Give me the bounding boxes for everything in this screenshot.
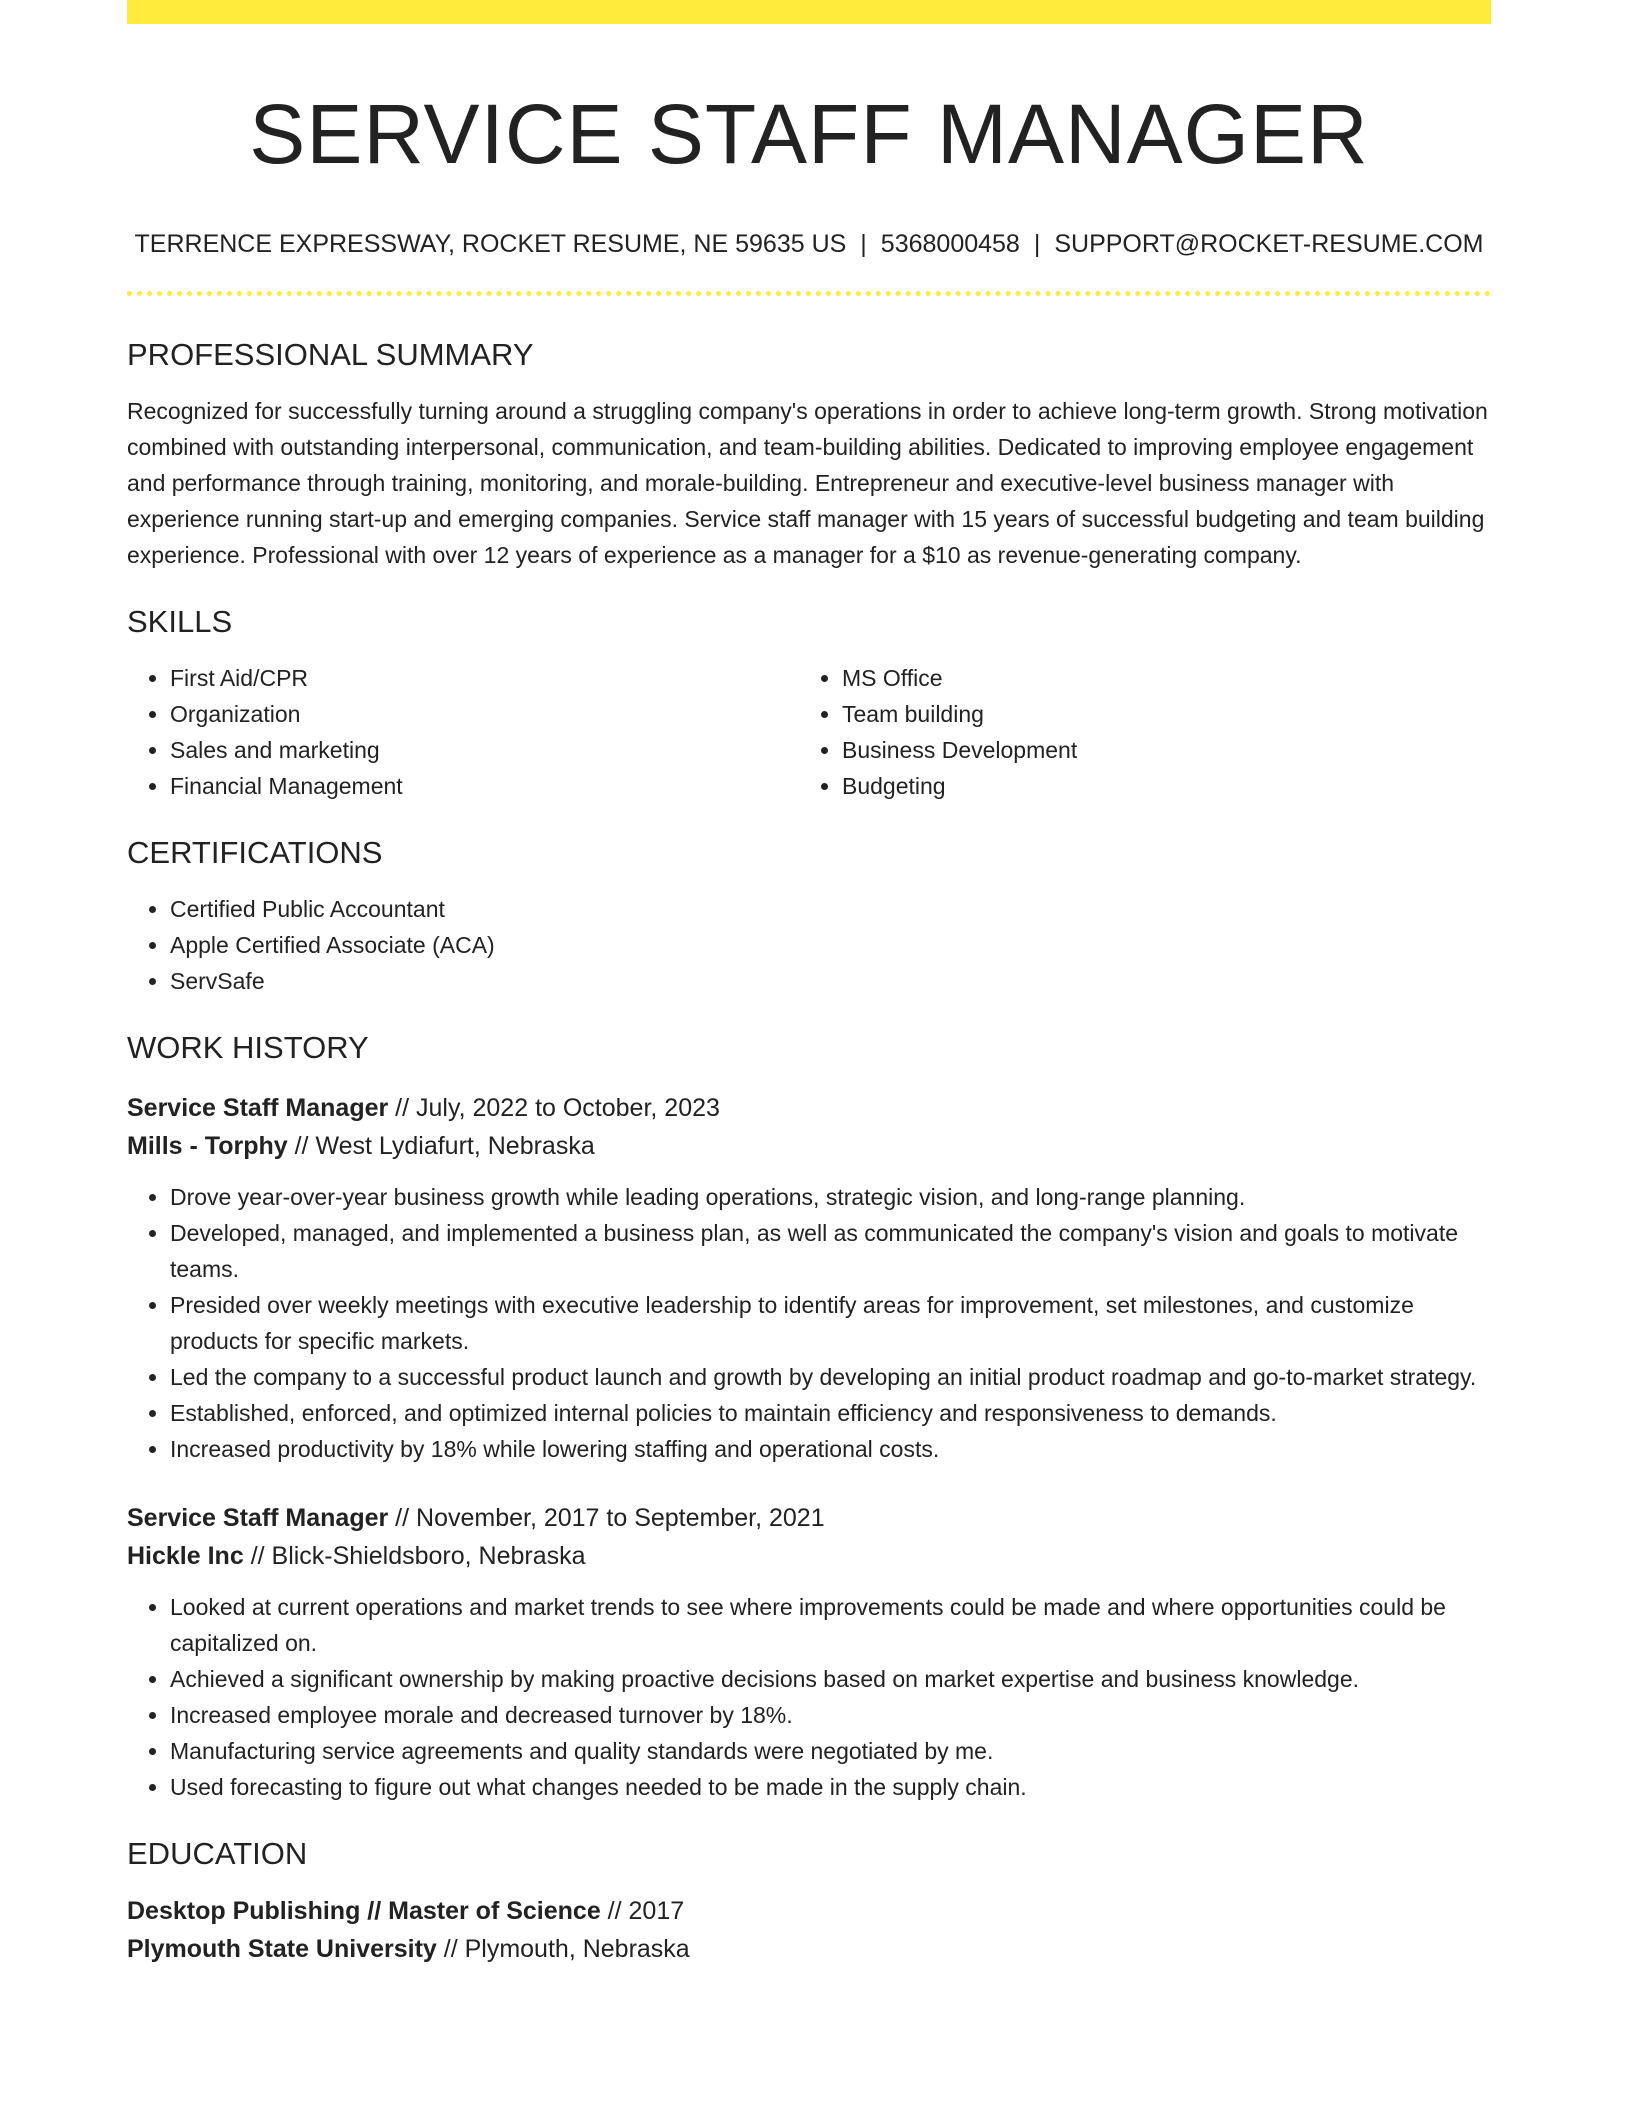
skills-column-right (799, 660, 1471, 804)
job-bullet: • Presided over weekly meetings with executive leadership to identify areas for improvement, set milestones, and customize products for specific markets. (170, 1287, 1491, 1359)
skills-column-left (127, 660, 799, 804)
skill-item: • Business Development (842, 732, 1471, 768)
job-bullet-list (127, 1589, 1491, 1805)
skill-item: • Financial Management (170, 768, 799, 804)
summary-text: Recognized for successfully turning around a struggling company's operations in order to achieve long-term growth. Strong motivation combined with outstanding interpersonal, communication, and team-building abilities. Dedicated to improving employee engagement and performance through training, monitoring, and morale-building. Entrepreneur and executive-level business manager with experience running start-up and emerging companies. Service staff manager with 15 years of successful budgeting and team building experience. Professional with over 12 years of experience as a manager for a $10 as revenue-generating company. (127, 397, 1488, 568)
job-role-line (127, 1089, 1491, 1127)
skills-grid (127, 660, 1491, 804)
candidate-title: SERVICE STAFF MANAGER (249, 87, 1369, 181)
education-school: Plymouth State University (127, 1934, 437, 1963)
skills-list-left (127, 660, 799, 804)
certifications-heading: CERTIFICATIONS (127, 835, 383, 871)
job-bullet-list (127, 1179, 1491, 1467)
skills-heading: SKILLS (127, 603, 233, 639)
education-degree-line (127, 1892, 1491, 1930)
job-entry (127, 1499, 1491, 1805)
job-dates: // July, 2022 to October, 2023 (395, 1093, 720, 1122)
job-bullet: • Manufacturing service agreements and quality standards were negotiated by me. (170, 1733, 1491, 1769)
contact-address: TERRENCE EXPRESSWAY, ROCKET RESUME, NE 59635 US (134, 229, 847, 258)
skill-item: • Budgeting (842, 768, 1471, 804)
job-company: Mills - Torphy (127, 1131, 288, 1160)
job-entry (127, 1089, 1491, 1467)
job-company: Hickle Inc (127, 1541, 244, 1570)
accent-top-bar (127, 0, 1491, 24)
job-location: // Blick-Shieldsboro, Nebraska (250, 1541, 586, 1570)
job-role-line (127, 1499, 1491, 1537)
job-bullet: • Increased employee morale and decreased turnover by 18%. (170, 1697, 1491, 1733)
job-role: Service Staff Manager (127, 1093, 389, 1122)
job-bullet: • Increased productivity by 18% while lowering staffing and operational costs. (170, 1431, 1491, 1467)
job-bullet: • Drove year-over-year business growth while leading operations, strategic vision, and long-range planning. (170, 1179, 1491, 1215)
contact-separator: | (860, 229, 867, 258)
summary-heading: PROFESSIONAL SUMMARY (127, 336, 534, 372)
skill-item: • Team building (842, 696, 1471, 732)
skill-item: • Organization (170, 696, 799, 732)
job-bullet: • Used forecasting to figure out what changes needed to be made in the supply chain. (170, 1769, 1491, 1805)
job-location: // West Lydiafurt, Nebraska (294, 1131, 595, 1160)
certification-item: • Certified Public Accountant (170, 891, 1491, 927)
job-bullet: • Established, enforced, and optimized internal policies to maintain efficiency and responsiveness to demands. (170, 1395, 1491, 1431)
education-school-line (127, 1930, 1491, 1968)
job-bullet: • Developed, managed, and implemented a business plan, as well as communicated the company's vision and goals to motivate teams. (170, 1215, 1491, 1287)
certification-item: • Apple Certified Associate (ACA) (170, 927, 1491, 963)
education-location: // Plymouth, Nebraska (443, 1934, 690, 1963)
certification-item: • ServSafe (170, 963, 1491, 999)
certifications-list (127, 891, 1491, 999)
education-entry (127, 1892, 1491, 1968)
education-year: // 2017 (607, 1896, 685, 1925)
contact-email: SUPPORT@ROCKET-RESUME.COM (1054, 229, 1484, 258)
resume-page (127, 0, 1491, 1968)
contact-separator: | (1033, 229, 1041, 258)
job-bullet: • Achieved a significant ownership by making proactive decisions based on market expertise and business knowledge. (170, 1661, 1491, 1697)
skill-item: • First Aid/CPR (170, 660, 799, 696)
job-dates: // November, 2017 to September, 2021 (395, 1503, 825, 1532)
job-company-line (127, 1127, 1491, 1165)
skill-item: • MS Office (842, 660, 1471, 696)
job-role: Service Staff Manager (127, 1503, 389, 1532)
skill-item: • Sales and marketing (170, 732, 799, 768)
contact-line (127, 229, 1491, 259)
work-history-heading: WORK HISTORY (127, 1030, 369, 1066)
job-bullet: • Looked at current operations and market trends to see where improvements could be made and where opportunities could be capitalized on. (170, 1589, 1491, 1661)
dotted-divider (127, 291, 1491, 296)
contact-phone: 5368000458 (880, 229, 1020, 258)
job-bullet: • Led the company to a successful product launch and growth by developing an initial product roadmap and go-to-market strategy. (170, 1359, 1491, 1395)
skills-list-right (799, 660, 1471, 804)
education-degree: Desktop Publishing // Master of Science (127, 1896, 601, 1925)
education-heading: EDUCATION (127, 1835, 308, 1871)
job-company-line (127, 1537, 1491, 1575)
